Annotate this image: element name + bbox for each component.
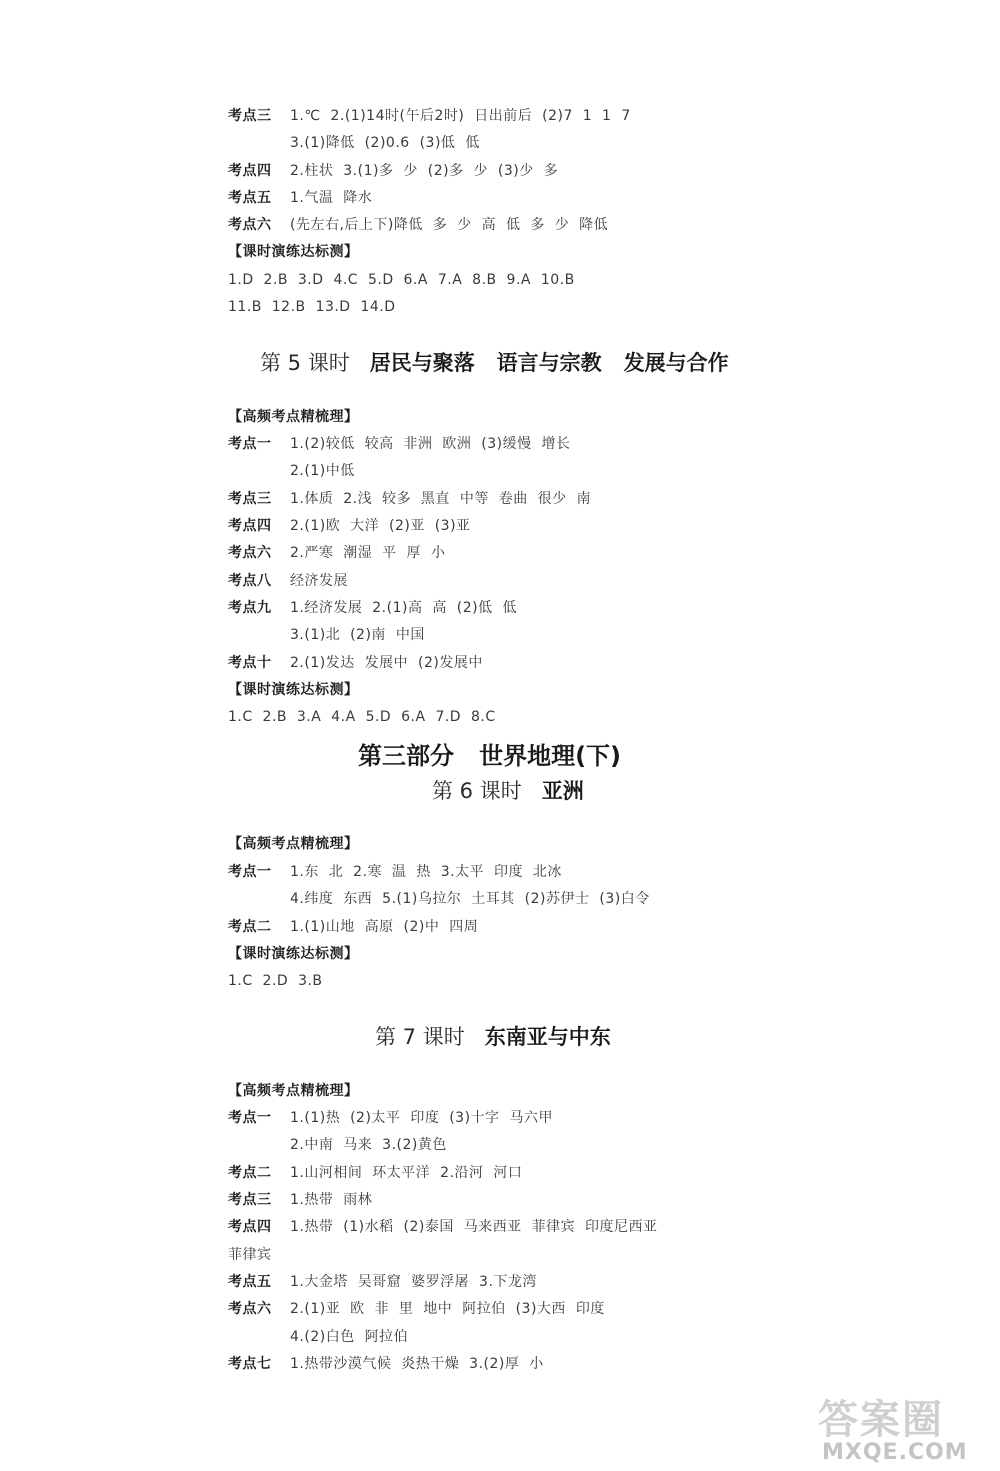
answer-line: [228, 213, 608, 237]
answer-text: 3.(1)北 (2)南 中国: [290, 627, 425, 643]
point-label: 考点六: [228, 217, 272, 233]
lesson-number: 第 6 课时: [432, 779, 522, 803]
watermark: [818, 1388, 988, 1468]
answer-text: 1.(1)山地 高原 (2)中 四周: [290, 919, 479, 935]
answer-line: [228, 651, 483, 675]
answer-text: 3.(1)降低 (2)0.6 (3)低 低: [290, 135, 480, 151]
lesson-title: [432, 774, 584, 808]
answer-text: 1.经济发展 2.(1)高 高 (2)低 低: [290, 600, 517, 616]
answer-text: 2.(1)亚 欧 非 里 地中 阿拉伯 (3)大西 印度: [290, 1301, 605, 1317]
answer-line: [228, 432, 571, 456]
answer-text: 2.中南 马来 3.(2)黄色: [290, 1137, 447, 1153]
answer-line: [228, 596, 517, 620]
section-heading: 【课时演练达标测】: [228, 946, 359, 962]
answer-line: [228, 1352, 544, 1376]
point-label: 考点六: [228, 545, 272, 561]
answer-line: [290, 459, 355, 483]
answer-text: 2.(1)中低: [290, 463, 355, 479]
lesson-topic: 亚洲: [541, 779, 584, 803]
point-label: 考点七: [228, 1356, 272, 1372]
answer-line: [228, 514, 471, 538]
lesson-title: [375, 1020, 611, 1054]
section-heading: 【高频考点精梳理】: [228, 1083, 359, 1099]
answer-text: 1.体质 2.浅 较多 黑直 中等 卷曲 很少 南: [290, 491, 592, 507]
answer-line: [228, 569, 348, 593]
answer-line: [290, 1325, 408, 1349]
answer-line: [228, 860, 562, 884]
answer-text: 1.热带沙漠气候 炎热干燥 3.(2)厚 小: [290, 1356, 544, 1372]
lesson-topic: 居民与聚落 语言与宗教 发展与合作: [369, 351, 729, 375]
answer-text: 菲律宾: [228, 1247, 272, 1263]
answer-text: 2.柱状 3.(1)多 少 (2)多 少 (3)少 多: [290, 163, 559, 179]
point-label: 考点三: [228, 108, 272, 124]
point-label: 考点六: [228, 1301, 272, 1317]
answer-text: 2.严寒 潮湿 平 厚 小: [290, 545, 446, 561]
section-heading: 【高频考点精梳理】: [228, 409, 359, 425]
answer-line: [228, 1161, 522, 1185]
lesson-number: 第 7 课时: [375, 1025, 465, 1049]
answer-text: 2.(1)发达 发展中 (2)发展中: [290, 655, 483, 671]
answer-text: 1.热带 雨林: [290, 1192, 373, 1208]
point-label: 考点四: [228, 518, 272, 534]
answer-line: [290, 623, 425, 647]
answer-text: 4.(2)白色 阿拉伯: [290, 1329, 409, 1345]
point-label: 考点一: [228, 864, 272, 880]
point-label: 考点五: [228, 190, 272, 206]
answer-text: 1.D 2.B 3.D 4.C 5.D 6.A 7.A 8.B 9.A 10.B: [228, 272, 575, 288]
point-label: 考点二: [228, 1165, 272, 1181]
point-label: 考点五: [228, 1274, 272, 1290]
answer-line: [228, 1215, 658, 1239]
watermark-logo: 答案圈: [818, 1397, 944, 1443]
answer-text: 1.(1)热 (2)太平 印度 (3)十字 马六甲: [290, 1110, 553, 1126]
answer-line: [228, 1270, 537, 1294]
answer-line: [290, 887, 650, 911]
point-label: 考点四: [228, 1219, 272, 1235]
answer-line: [228, 1188, 372, 1212]
answer-line: [228, 1243, 272, 1267]
watermark-url: MXQE.COM: [822, 1440, 968, 1465]
point-label: 考点三: [228, 491, 272, 507]
section-heading: 【课时演练达标测】: [228, 682, 359, 698]
answer-text: 2.(1)欧 大洋 (2)亚 (3)亚: [290, 518, 471, 534]
lesson-title: [260, 346, 729, 380]
point-label: 考点一: [228, 1110, 272, 1126]
lesson-topic: 东南亚与中东: [484, 1025, 611, 1049]
point-label: 考点三: [228, 1192, 272, 1208]
section-heading: 【课时演练达标测】: [228, 244, 359, 260]
answer-text: 11.B 12.B 13.D 14.D: [228, 299, 396, 315]
answer-text: 1.大金塔 吴哥窟 婆罗浮屠 3.下龙湾: [290, 1274, 537, 1290]
point-label: 考点十: [228, 655, 272, 671]
answer-text: 1.热带 (1)水稻 (2)泰国 马来西亚 菲律宾 印度尼西亚: [290, 1219, 658, 1235]
answer-line: [228, 969, 323, 993]
answer-line: [228, 186, 372, 210]
answer-text: 1.东 北 2.寒 温 热 3.太平 印度 北冰: [290, 864, 562, 880]
answer-line: [228, 268, 575, 292]
point-label: 考点二: [228, 919, 272, 935]
answer-line: [228, 541, 445, 565]
answer-line: [228, 915, 478, 939]
lesson-number: 第 5 课时: [260, 351, 350, 375]
answer-line: [290, 1133, 447, 1157]
point-label: 考点一: [228, 436, 272, 452]
section-heading: 【高频考点精梳理】: [228, 836, 359, 852]
answer-text: 1.C 2.D 3.B: [228, 973, 323, 989]
answer-line: [228, 295, 396, 319]
answer-text: 1.山河相间 环太平洋 2.沿河 河口: [290, 1165, 523, 1181]
answer-text: 1.C 2.B 3.A 4.A 5.D 6.A 7.D 8.C: [228, 709, 496, 725]
answer-text: 经济发展: [290, 573, 348, 589]
answer-text: 1.℃ 2.(1)14时(午后2时) 日出前后 (2)7 1 1 7: [290, 108, 631, 124]
answer-text: (先左右,后上下)降低 多 少 高 低 多 少 降低: [290, 217, 609, 233]
answer-line: [228, 1297, 605, 1321]
answer-line: [228, 159, 558, 183]
answer-line: [228, 487, 591, 511]
answer-text: 4.纬度 东西 5.(1)乌拉尔 土耳其 (2)苏伊士 (3)白令: [290, 891, 650, 907]
answer-line: [228, 705, 496, 729]
answer-line: [228, 104, 631, 128]
answer-line: [228, 1106, 553, 1130]
point-label: 考点八: [228, 573, 272, 589]
point-label: 考点九: [228, 600, 272, 616]
answer-text: 1.气温 降水: [290, 190, 373, 206]
point-label: 考点四: [228, 163, 272, 179]
answer-text: 1.(2)较低 较高 非洲 欧洲 (3)缓慢 增长: [290, 436, 571, 452]
answer-line: [290, 131, 480, 155]
part-title: 第三部分 世界地理(下): [358, 742, 622, 770]
